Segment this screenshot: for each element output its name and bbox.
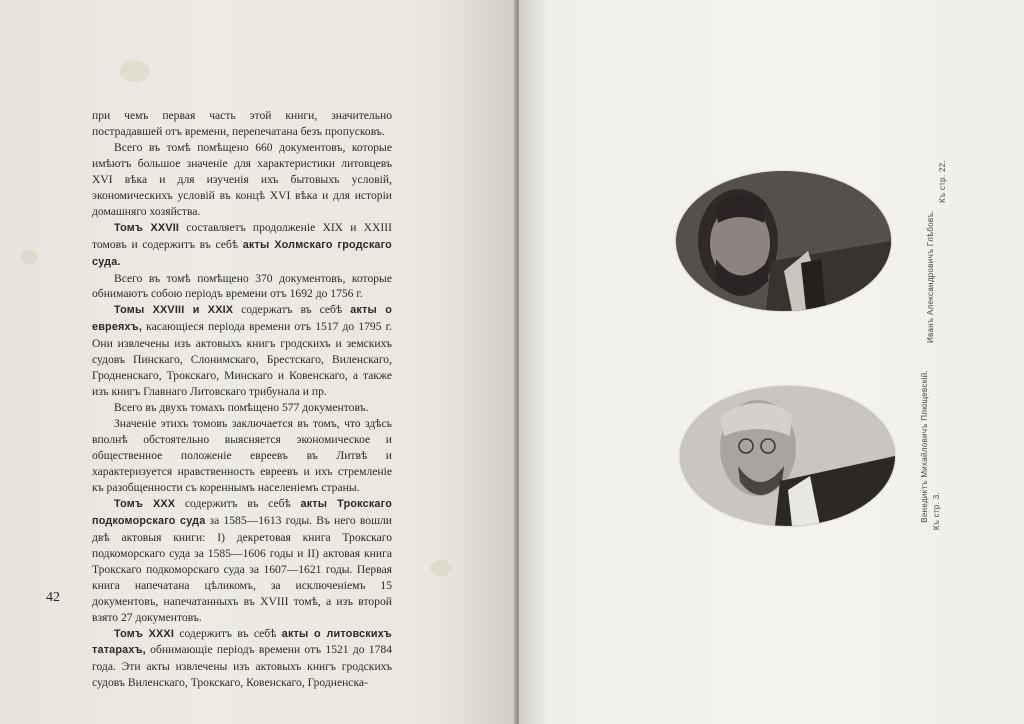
- bold-run: акты Холмскаго гродскаго суда.: [92, 238, 392, 268]
- portrait-photo-glebov: [676, 171, 891, 311]
- body-text-column: [92, 108, 392, 691]
- text-run: за 1585—1613 годы. Въ него вошли двѣ актовыя книги: I) декретовая книга Трокскаго подкоморскаго суда за 1585—1606 годы и II) актовая книга Трокскаго подкоморскаго суда за 1607—1621 годы. Первая книга напечатана цѣликомъ, за исключеніемъ 15 документовъ, напечатанныхъ въ XVIII томѣ, а изъ второй взято 27 документовъ.: [92, 513, 392, 624]
- bold-run: акты Трокскаго подкоморскаго суда: [92, 497, 392, 527]
- portrait-caption-name: Венедиктъ Михайловичъ Плющевскій.: [920, 370, 929, 523]
- bold-run: акты о евреяхъ,: [92, 304, 392, 334]
- text-run: обнимающіе періодъ времени отъ 1521 до 1784 года. Эти акты извлечены изъ актовыхъ книгъ гродскихъ судовъ Виленскаго, Трокскаго, Ковенскаго, Гродненска-: [92, 643, 392, 690]
- text-run: Значеніе этихъ томовъ заключается въ томъ, что здѣсь вполнѣ обстоятельно выясняется экономическое и общественное положеніе евреевъ въ Литвѣ и характеризуется нравственность евреевъ и ихъ стремленіе къ разобщенности съ кореннымъ населеніемъ страны.: [92, 417, 392, 494]
- bold-run: акты о литовскихъ татарахъ,: [92, 627, 392, 657]
- portrait-caption-page-ref: Къ стр. 3.: [932, 492, 941, 531]
- paper-stain: [120, 60, 150, 82]
- bold-run: Томы XXVIII и XXIX: [114, 304, 234, 317]
- paper-stain: [20, 250, 38, 264]
- text-run: составляетъ продолженіе XIX и XXIII томовъ и содержитъ въ себѣ: [92, 220, 392, 251]
- text-run: касающіеся періода времени отъ 1517 до 1795 г. Они извлечены изъ актовыхъ книгъ гродскихъ и земскихъ судовъ Пинскаго, Слонимскаго, Брестскаго, Виленскаго, Гродненскаго, Трокскаго, Минскаго и Ковенскаго, а также изъ книгъ Главнаго Литовскаго трибунала и пр.: [92, 320, 392, 399]
- text-run: при чемъ первая часть этой книги, значительно пострадавшей отъ времени, перепечатана безъ пропусковъ.: [92, 109, 392, 138]
- bold-run: Томъ XXX: [114, 497, 176, 510]
- paragraph: [92, 496, 392, 626]
- portrait-photo-plyushchevsky: [680, 386, 895, 526]
- text-run: Всего въ томѣ помѣщено 660 документовъ, которые имѣютъ большое значеніе для характеристики литовцевъ XVI вѣка и для изученія ихъ бытовыхъ условій, экономическихъ условій въ концѣ XVI вѣка и для исторіи домашняго хозяйства.: [92, 140, 392, 218]
- page-number: 42: [46, 590, 60, 605]
- paper-stain: [430, 560, 452, 576]
- portrait-caption-page-ref: Къ стр. 22.: [938, 160, 947, 203]
- paragraph: [92, 416, 392, 496]
- paragraph: [92, 108, 392, 140]
- portrait-illustration: [676, 171, 891, 311]
- text-run: содержатъ въ себѣ: [233, 303, 351, 317]
- bold-run: Томъ XXVII: [114, 221, 180, 234]
- paragraph: [92, 302, 392, 400]
- bold-run: Томъ XXXI: [114, 627, 175, 640]
- right-page: [519, 0, 1024, 724]
- portrait-illustration: [680, 386, 895, 526]
- paragraph: [92, 626, 392, 692]
- text-run: содержитъ въ себѣ: [175, 496, 301, 510]
- paragraph: [92, 220, 392, 271]
- text-run: Всего въ томѣ помѣщено 370 документовъ, которые обнимаютъ собою періодъ времени отъ 1692 до 1756 г.: [92, 271, 392, 301]
- text-run: содержитъ въ себѣ: [174, 626, 282, 640]
- portrait-caption-name: Иванъ Александровичъ Глѣбовъ.: [926, 210, 935, 343]
- paragraph: [92, 400, 392, 416]
- paragraph: [92, 271, 392, 303]
- paragraph: [92, 140, 392, 220]
- text-run: Всего въ двухъ томахъ помѣщено 577 документовъ.: [114, 401, 369, 415]
